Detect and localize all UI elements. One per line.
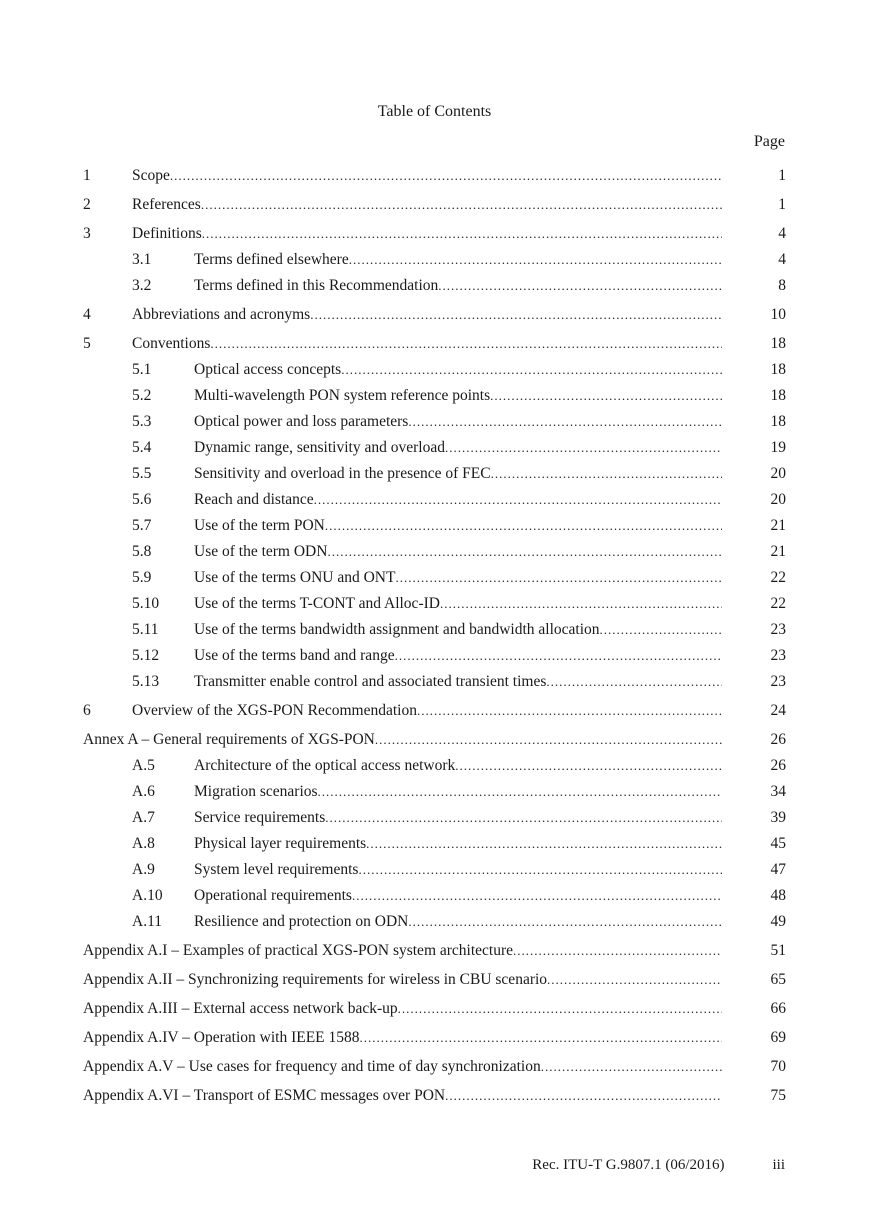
toc-entry-number: A.9: [132, 861, 155, 878]
toc-entry-page: 18: [770, 335, 786, 352]
toc-entry-title: Service requirements: [194, 809, 326, 826]
toc-entry-page: 20: [770, 491, 786, 508]
toc-entry[interactable]: [83, 218, 786, 247]
toc-entry[interactable]: [83, 247, 786, 273]
toc-entry-title: Resilience and protection on ODN: [194, 913, 409, 930]
toc-entry-number: 4: [83, 306, 91, 323]
toc-entry-page: 4: [778, 225, 786, 242]
toc-entry[interactable]: [83, 1051, 786, 1080]
toc-entry-title: Appendix A.III – External access network back-up: [83, 1000, 398, 1017]
toc-entry[interactable]: [83, 487, 786, 513]
toc-entry-title: Optical power and loss parameters: [194, 413, 409, 430]
toc-entry-page: 18: [770, 387, 786, 404]
toc-entry-number: 5.7: [132, 517, 152, 534]
dot-leader: [352, 887, 722, 905]
toc-entry-number: 2: [83, 196, 91, 213]
toc-entry-page: 21: [770, 517, 786, 534]
toc-entry-number: 5.3: [132, 413, 152, 430]
dot-leader: [310, 306, 722, 324]
toc-entry-number: 3: [83, 225, 91, 242]
toc-entry-page: 66: [770, 1000, 786, 1017]
toc-entry-page: 23: [770, 647, 786, 664]
toc-entry[interactable]: [83, 724, 786, 753]
toc-entry-number: A.5: [132, 757, 155, 774]
toc-entry[interactable]: [83, 909, 786, 935]
dot-leader: [546, 673, 722, 691]
toc-entry-number: 5.6: [132, 491, 152, 508]
dot-leader: [314, 491, 722, 509]
toc-entry-title: References: [132, 196, 201, 213]
toc-entry-title: Definitions: [132, 225, 202, 242]
dot-leader: [325, 517, 722, 535]
toc-entry-number: 5.2: [132, 387, 152, 404]
dot-leader: [325, 809, 722, 827]
toc-entry-title: Operational requirements: [194, 887, 352, 904]
dot-leader: [408, 413, 722, 431]
dot-leader: [445, 439, 722, 457]
dot-leader: [327, 543, 722, 561]
toc-entry-number: 5.10: [132, 595, 160, 612]
toc-entry-number: 1: [83, 167, 91, 184]
toc-entry-title: Use of the term ODN: [194, 543, 328, 560]
toc-entry[interactable]: [83, 669, 786, 695]
dot-leader: [358, 861, 722, 879]
toc-entry-title: Optical access concepts: [194, 361, 342, 378]
toc-entry[interactable]: [83, 383, 786, 409]
dot-leader: [541, 1058, 722, 1076]
dot-leader: [547, 971, 722, 989]
toc-entry-number: 5.4: [132, 439, 152, 456]
dot-leader: [318, 783, 722, 801]
toc-entry-page: 69: [770, 1029, 786, 1046]
dot-leader: [440, 595, 722, 613]
page-column-header: Page: [753, 133, 785, 150]
toc-entry-number: 5.5: [132, 465, 152, 482]
toc-entry[interactable]: [83, 964, 786, 993]
toc-entry-page: 1: [778, 167, 786, 184]
toc-entry-title: Conventions: [132, 335, 211, 352]
toc-list: [83, 160, 786, 1109]
dot-leader: [398, 1000, 722, 1018]
toc-entry-number: 5.12: [132, 647, 160, 664]
toc-entry-page: 22: [770, 595, 786, 612]
footer-page-number: iii: [772, 1157, 785, 1173]
toc-entry-page: 18: [770, 413, 786, 430]
toc-entry[interactable]: [83, 189, 786, 218]
dot-leader: [445, 1087, 722, 1105]
toc-entry-page: 18: [770, 361, 786, 378]
toc-entry-number: 5.13: [132, 673, 160, 690]
toc-entry-page: 24: [770, 702, 786, 719]
toc-entry-number: 3.1: [132, 251, 152, 268]
toc-entry-title: Physical layer requirements: [194, 835, 367, 852]
toc-entry-number: 3.2: [132, 277, 152, 294]
toc-entry-page: 21: [770, 543, 786, 560]
toc-entry-title: Appendix A.VI – Transport of ESMC messages over PON: [83, 1087, 446, 1104]
toc-entry-number: 5.9: [132, 569, 152, 586]
toc-entry[interactable]: [83, 591, 786, 617]
toc-entry-page: 49: [770, 913, 786, 930]
toc-entry-title: Multi-wavelength PON system reference points: [194, 387, 491, 404]
toc-entry-number: A.6: [132, 783, 155, 800]
toc-entry-number: A.11: [132, 913, 162, 930]
toc-entry-number: 5.11: [132, 621, 159, 638]
toc-entry-page: 22: [770, 569, 786, 586]
toc-entry[interactable]: [83, 935, 786, 964]
toc-entry-page: 65: [770, 971, 786, 988]
dot-leader: [210, 335, 722, 353]
dot-leader: [202, 225, 722, 243]
toc-entry-page: 1: [778, 196, 786, 213]
toc-entry-page: 23: [770, 621, 786, 638]
dot-leader: [170, 167, 722, 185]
toc-entry[interactable]: [83, 617, 786, 643]
dot-leader: [600, 621, 723, 639]
toc-entry-title: Transmitter enable control and associated transient times: [194, 673, 547, 690]
toc-entry-title: Overview of the XGS-PON Recommendation: [132, 702, 417, 719]
toc-entry[interactable]: [83, 1022, 786, 1051]
page-footer: [532, 1157, 785, 1174]
dot-leader: [375, 731, 722, 749]
toc-entry-number: 5: [83, 335, 91, 352]
footer-recommendation: Rec. ITU-T G.9807.1 (06/2016): [532, 1157, 725, 1173]
toc-entry[interactable]: [83, 753, 786, 779]
toc-entry-title: Use of the terms T-CONT and Alloc-ID: [194, 595, 440, 612]
toc-entry[interactable]: [83, 643, 786, 669]
toc-entry[interactable]: [83, 857, 786, 883]
toc-entry-page: 4: [778, 251, 786, 268]
dot-leader: [417, 702, 722, 720]
dot-leader: [360, 1029, 722, 1047]
toc-entry-title: Reach and distance: [194, 491, 314, 508]
toc-entry-title: System level requirements: [194, 861, 359, 878]
toc-entry-title: Use of the terms band and range: [194, 647, 395, 664]
toc-entry[interactable]: [83, 1080, 786, 1109]
toc-entry[interactable]: [83, 883, 786, 909]
toc-entry-title: Terms defined in this Recommendation: [194, 277, 439, 294]
toc-entry[interactable]: [83, 805, 786, 831]
toc-entry-number: A.8: [132, 835, 155, 852]
toc-entry-page: 70: [770, 1058, 786, 1075]
dot-leader: [341, 361, 722, 379]
toc-entry-page: 19: [770, 439, 786, 456]
toc-entry[interactable]: [83, 831, 786, 857]
dot-leader: [491, 465, 722, 483]
toc-entry[interactable]: [83, 435, 786, 461]
toc-entry-title: Use of the terms bandwidth assignment and bandwidth allocation: [194, 621, 600, 638]
toc-entry-title: Scope: [132, 167, 170, 184]
dot-leader: [513, 942, 722, 960]
toc-entry-page: 10: [770, 306, 786, 323]
toc-entry-number: A.10: [132, 887, 163, 904]
toc-entry-page: 26: [770, 731, 786, 748]
toc-title: Table of Contents: [377, 103, 492, 120]
toc-entry[interactable]: [83, 695, 786, 724]
toc-entry-title: Abbreviations and acronyms: [132, 306, 311, 323]
toc-entry-page: 8: [778, 277, 786, 294]
toc-entry[interactable]: [83, 273, 786, 299]
toc-entry-title: Appendix A.V – Use cases for frequency and time of day synchronization: [83, 1058, 541, 1075]
dot-leader: [438, 277, 722, 295]
toc-entry-title: Appendix A.I – Examples of practical XGS-PON system architecture: [83, 942, 514, 959]
toc-entry[interactable]: [83, 565, 786, 591]
toc-entry-page: 34: [770, 783, 786, 800]
dot-leader: [201, 196, 722, 214]
toc-entry-title: Appendix A.II – Synchronizing requirements for wireless in CBU scenario: [83, 971, 548, 988]
toc-entry[interactable]: [83, 513, 786, 539]
toc-entry-number: 6: [83, 702, 91, 719]
dot-leader: [395, 569, 722, 587]
toc-entry-title: Dynamic range, sensitivity and overload: [194, 439, 445, 456]
toc-entry[interactable]: [83, 299, 786, 328]
toc-entry-page: 20: [770, 465, 786, 482]
toc-entry-title: Migration scenarios: [194, 783, 318, 800]
toc-entry-title: Terms defined elsewhere: [194, 251, 349, 268]
toc-entry-title: Annex A – General requirements of XGS-PON: [83, 731, 375, 748]
toc-entry-number: 5.8: [132, 543, 152, 560]
toc-entry[interactable]: [83, 779, 786, 805]
toc-entry[interactable]: [83, 409, 786, 435]
toc-entry[interactable]: [83, 993, 786, 1022]
toc-entry-title: Architecture of the optical access network: [194, 757, 456, 774]
toc-entry-page: 47: [770, 861, 786, 878]
toc-entry-page: 39: [770, 809, 786, 826]
toc-entry-page: 26: [770, 757, 786, 774]
toc-entry-number: A.7: [132, 809, 155, 826]
toc-entry-page: 23: [770, 673, 786, 690]
dot-leader: [490, 387, 722, 405]
toc-entry-title: Use of the term PON: [194, 517, 325, 534]
dot-leader: [408, 913, 722, 931]
toc-entry-number: 5.1: [132, 361, 152, 378]
toc-entry-page: 75: [770, 1087, 786, 1104]
toc-entry-title: Sensitivity and overload in the presence of FEC: [194, 465, 491, 482]
toc-entry[interactable]: [83, 461, 786, 487]
toc-entry-title: Use of the terms ONU and ONT: [194, 569, 396, 586]
dot-leader: [395, 647, 722, 665]
dot-leader: [366, 835, 722, 853]
toc-entry-page: 48: [770, 887, 786, 904]
toc-entry-title: Appendix A.IV – Operation with IEEE 1588: [83, 1029, 360, 1046]
toc-entry-page: 45: [770, 835, 786, 852]
dot-leader: [455, 757, 722, 775]
toc-entry-page: 51: [770, 942, 786, 959]
toc-entry[interactable]: [83, 328, 786, 357]
dot-leader: [349, 251, 722, 269]
toc-entry[interactable]: [83, 539, 786, 565]
toc-entry[interactable]: [83, 357, 786, 383]
toc-entry[interactable]: [83, 160, 786, 189]
